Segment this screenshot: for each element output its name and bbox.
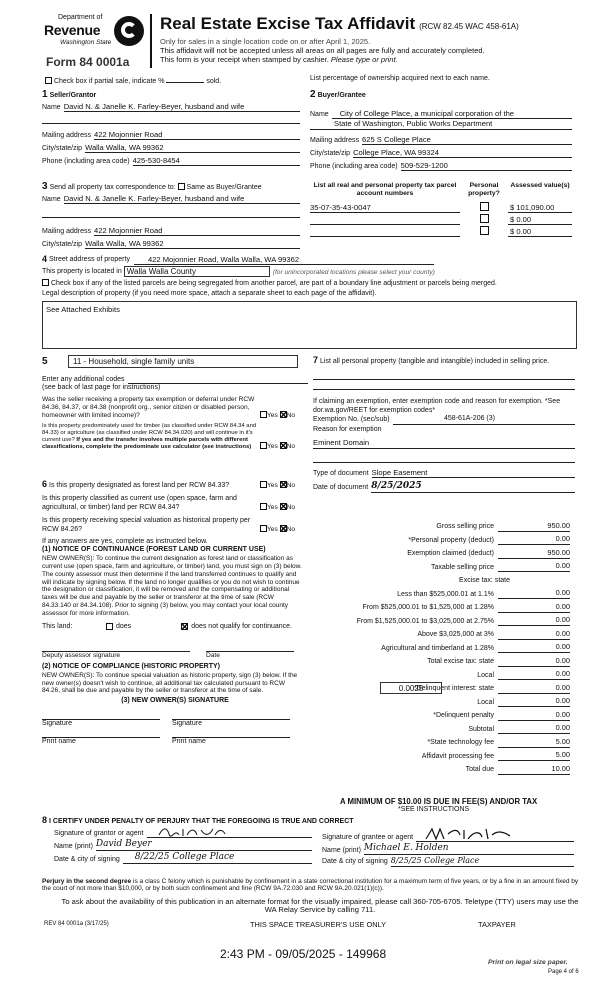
summary-value[interactable]: 10.00 bbox=[498, 765, 570, 775]
same-as-buyer-label: Same as Buyer/Grantee bbox=[186, 184, 262, 191]
corr-city-field[interactable]: Walla Walla, WA 99362 bbox=[85, 239, 300, 249]
local-rate-field[interactable]: 0.0025 bbox=[380, 682, 442, 694]
summary-label: Taxable selling price bbox=[430, 563, 494, 571]
grantor-date-field[interactable]: 8/22/25 College Place bbox=[123, 852, 312, 864]
notice-continuance-body: NEW OWNER(S): To continue the current designation as forest land or classification as current use (open space, farm and agriculture, or timber) land, you must sign on (3) below. The county assessor must then determine if the land transferred continues to qualify and will indicate by signing below. If the land no longer qualifies or you do not wish to continue the designation or classification, it will be removed and the compensating or additional taxes will be due and payable by the seller or transferor at the time of sale (RCW 84.33.140 or 84.34.108). Prior to signing (3) below, you may contact your local county assessor for more information. bbox=[42, 554, 302, 618]
summary-label: From $1,525,000.01 to $3,025,000 at 2.75% bbox=[356, 617, 494, 625]
summary-label: *Delinquent penalty bbox=[433, 712, 494, 720]
form-title: Real Estate Excise Tax Affidavit bbox=[160, 14, 416, 33]
signature-label: Signature bbox=[172, 719, 202, 727]
grantor-sig-label: Signature of grantor or agent bbox=[54, 830, 144, 837]
buyer-name-line-2[interactable]: State of Washington, Public Works Department bbox=[310, 119, 572, 130]
summary-value[interactable]: 0.00 bbox=[498, 684, 570, 694]
buyer-phone-field[interactable]: 509-529-1200 bbox=[401, 161, 572, 171]
seller-name-field[interactable]: David N. & Janelle K. Farley-Beyer, husband and wife bbox=[64, 102, 300, 112]
exemption-question: Was the seller receiving a property tax exemption or deferral under RCW 84.36, 84.37, or 84.38 (nonprofit org., senior citizen or disabled person, homeowner with limited income)? bbox=[42, 395, 255, 419]
same-as-buyer-checkbox[interactable] bbox=[178, 183, 185, 190]
does-label: does bbox=[116, 623, 132, 631]
seller-name-line-2[interactable] bbox=[42, 112, 300, 124]
seller-section bbox=[42, 89, 300, 166]
summary-label: Total due bbox=[465, 766, 494, 774]
personal-property-checkbox[interactable] bbox=[480, 226, 489, 235]
no-label: No bbox=[286, 411, 296, 419]
summary-row bbox=[278, 761, 574, 775]
corr-label: Send all property tax correspondence to: bbox=[49, 184, 176, 191]
parcel-number-field[interactable]: 35-07-35-43-0047 bbox=[310, 203, 460, 213]
new-owner-signature-heading: (3) NEW OWNER(S) SIGNATURE bbox=[121, 697, 229, 705]
summary-value[interactable]: 0.00 bbox=[498, 670, 570, 680]
dept-label: Department of bbox=[58, 14, 103, 21]
q6b-no-checkbox[interactable] bbox=[280, 503, 287, 510]
this-land-label: This land: bbox=[42, 623, 73, 631]
correspondence-section bbox=[42, 181, 300, 249]
yes-label: Yes bbox=[267, 482, 278, 490]
summary-row bbox=[278, 734, 574, 748]
no-label: No bbox=[286, 482, 296, 490]
timber-question-note: If yes and the transfer involves multiple parcels with different classifications, complete the predominate use calculator (see instructions) bbox=[42, 436, 252, 450]
buyer-name-field[interactable]: City of College Place, a municipal corporation of the bbox=[332, 109, 572, 119]
property-section bbox=[42, 254, 572, 349]
personal-header: Personal property? bbox=[468, 182, 500, 198]
current-use-question: Is this property classified as current use (open space, farm and agricultural, or timber) land per RCW 84.34? bbox=[42, 495, 237, 511]
header-note-3b: Please type or print. bbox=[330, 55, 398, 65]
segregated-checkbox[interactable] bbox=[42, 279, 49, 286]
exemption-note: If claiming an exemption, enter exemption code and reason for exemption. *See dor.wa.gov/REET for exemption codes* bbox=[313, 398, 561, 414]
summary-value[interactable]: 0.00 bbox=[498, 711, 570, 721]
perjury-body: is a class C felony which is punishable by confinement in a state correctional institution for a maximum term of five years, or by a fine in an amount fixed by the court of not more than $10,000, or by both such confinement and fine (RCW 9A.72.030 and RCW 9A.20.021(1)(c)). bbox=[42, 878, 579, 893]
perjury-heading: Perjury in the second degree bbox=[42, 878, 132, 885]
section-6 bbox=[42, 479, 308, 746]
doctype-field[interactable]: Slope Easement bbox=[372, 468, 575, 478]
summary-label: From $525,000.01 to $1,525,000 at 1.28% bbox=[362, 604, 494, 612]
parcel-row bbox=[310, 225, 572, 237]
county-select[interactable]: Walla Walla County bbox=[124, 266, 270, 277]
grantee-sig-label: Signature of grantee or agent bbox=[322, 834, 414, 841]
certify-statement: I CERTIFY UNDER PENALTY OF PERJURY THAT THE FOREGOING IS TRUE AND CORRECT bbox=[49, 818, 354, 825]
treasurer-label: THIS SPACE TREASURER'S USE ONLY bbox=[250, 920, 387, 929]
corr-city-label: City/state/zip bbox=[42, 240, 83, 248]
section-number: 2 bbox=[310, 89, 316, 100]
taxpayer-label: TAXPAYER bbox=[478, 920, 516, 929]
logo-emblem-icon bbox=[114, 16, 144, 46]
no-label: No bbox=[286, 504, 296, 512]
tax-summary bbox=[278, 518, 574, 775]
yes-label: Yes bbox=[267, 526, 278, 534]
docdate-field[interactable]: 8/25/2025 bbox=[371, 481, 575, 493]
seller-heading: Seller/Grantor bbox=[49, 92, 97, 99]
print-name-label: Print name bbox=[172, 737, 206, 745]
grantee-signature-field[interactable] bbox=[416, 830, 574, 842]
summary-value[interactable]: 0.00 bbox=[498, 589, 570, 599]
grantor-signature-field[interactable] bbox=[147, 826, 312, 838]
summary-value[interactable]: 0.00 bbox=[498, 724, 570, 734]
exemption-no-label: Exemption No. (sec/sub) bbox=[313, 416, 390, 424]
summary-row bbox=[278, 545, 574, 559]
buyer-section bbox=[310, 89, 572, 171]
reason-label: Reason for exemption bbox=[313, 425, 382, 433]
header-note-2: This affidavit will not be accepted unless all areas on all pages are fully and accurately completed. bbox=[160, 46, 485, 56]
partial-percent-field[interactable] bbox=[166, 75, 204, 83]
summary-label: Local bbox=[477, 698, 494, 706]
parcel-number-field[interactable] bbox=[310, 215, 460, 225]
summary-label: *Personal property (deduct) bbox=[408, 536, 494, 544]
summary-row bbox=[278, 613, 574, 627]
summary-label: Total excise tax: state bbox=[427, 658, 494, 666]
corr-name-line-2[interactable] bbox=[42, 204, 300, 218]
historic-question: Is this property receiving special valuation as historical property per RCW 84.26? bbox=[42, 517, 251, 533]
header-note-1: Only for sales in a single location code on or after April 1, 2025. bbox=[160, 37, 371, 47]
summary-label: Above $3,025,000 at 3% bbox=[417, 631, 494, 639]
grantee-date-label: Date & city of signing bbox=[322, 858, 388, 866]
summary-value[interactable]: 950.00 bbox=[498, 549, 570, 559]
summary-row bbox=[278, 653, 574, 667]
section-number: 7 bbox=[313, 355, 319, 365]
additional-codes-label: Enter any additional codes bbox=[42, 376, 125, 383]
no-label: No bbox=[286, 442, 296, 450]
seller-city-label: City/state/zip bbox=[42, 144, 83, 152]
summary-row bbox=[278, 518, 574, 532]
reason-field-2[interactable] bbox=[313, 449, 575, 463]
corr-name-field[interactable]: David N. & Janelle K. Farley-Beyer, husband and wife bbox=[64, 194, 300, 204]
summary-row bbox=[278, 572, 574, 586]
signature-label: Signature bbox=[42, 719, 72, 727]
summary-label: *State technology fee bbox=[427, 739, 494, 747]
q5b-no-checkbox[interactable] bbox=[280, 442, 287, 449]
parcel-header: List all real and personal property tax parcel account numbers bbox=[313, 182, 457, 198]
section-number: 5 bbox=[42, 356, 48, 367]
perjury-notice bbox=[42, 878, 582, 893]
header-divider bbox=[150, 14, 152, 68]
additional-codes-note: (see back of last page for instructions) bbox=[42, 384, 161, 392]
summary-value[interactable]: 0.00 bbox=[498, 562, 570, 572]
grantor-date-label: Date & city of signing bbox=[54, 855, 120, 863]
see-instructions-note: *SEE INSTRUCTIONS bbox=[398, 806, 470, 813]
summary-label: Subtotal bbox=[468, 725, 494, 733]
summary-row bbox=[278, 707, 574, 721]
partial-sale-checkbox[interactable] bbox=[45, 77, 52, 84]
personal-property-label: List all personal property (tangible and intangible) included in selling price. bbox=[320, 358, 550, 365]
section-number: 8 bbox=[42, 815, 48, 825]
segregated-label: Check box if any of the listed parcels are being segregated from another parcel, are part of a boundary line adjustment or parcels being merged. bbox=[50, 279, 497, 287]
personal-property-checkbox[interactable] bbox=[480, 202, 489, 211]
buyer-phone-label: Phone (including area code) bbox=[310, 163, 398, 171]
date-label: Date bbox=[206, 651, 220, 659]
summary-row bbox=[278, 559, 574, 573]
seller-phone-field[interactable]: 425-530-8454 bbox=[133, 156, 300, 166]
buyer-name-label: Name bbox=[310, 110, 329, 118]
corr-mail-label: Mailing address bbox=[42, 227, 92, 235]
summary-label: Gross selling price bbox=[436, 523, 494, 531]
parcel-row bbox=[310, 213, 572, 225]
grantee-date-field[interactable]: 8/25/25 College Place bbox=[391, 856, 574, 867]
no-label: No bbox=[286, 526, 296, 534]
parcel-number-field[interactable] bbox=[310, 227, 460, 237]
summary-row bbox=[278, 532, 574, 546]
summary-value[interactable]: 950.00 bbox=[498, 522, 570, 532]
summary-label: Excise tax: state bbox=[459, 577, 510, 585]
personal-property-field-2[interactable] bbox=[313, 380, 575, 390]
print-name-label: Print name bbox=[42, 737, 76, 745]
personal-property-field[interactable] bbox=[313, 368, 575, 380]
summary-row bbox=[278, 586, 574, 600]
summary-row bbox=[278, 748, 574, 762]
does-qualify-checkbox[interactable] bbox=[106, 623, 113, 630]
does-not-qualify-checkbox[interactable] bbox=[181, 623, 188, 630]
summary-row bbox=[278, 599, 574, 613]
section-number: 3 bbox=[42, 181, 48, 192]
summary-label: Less than $525,000.01 at 1.1% bbox=[397, 590, 494, 598]
assessed-value-field[interactable]: $ 101,090.00 bbox=[508, 203, 572, 213]
docdate-label: Date of document bbox=[313, 484, 369, 492]
buyer-mail-label: Mailing address bbox=[310, 136, 360, 144]
corr-name-label: Name bbox=[42, 195, 61, 203]
notice-continuance-heading: (1) NOTICE OF CONTINUANCE (FOREST LAND OR CURRENT USE) bbox=[42, 546, 266, 554]
legal-description-field[interactable]: See Attached Exhibits bbox=[42, 301, 577, 349]
minimum-due-note: A MINIMUM OF $10.00 IS DUE IN FEE(S) AND/OR TAX bbox=[340, 797, 538, 806]
summary-row bbox=[278, 667, 574, 681]
yes-label: Yes bbox=[267, 411, 278, 419]
reason-field[interactable]: Eminent Domain bbox=[313, 438, 575, 449]
summary-row bbox=[278, 626, 574, 640]
section-5 bbox=[42, 355, 308, 451]
grantor-print-field[interactable]: David Beyer bbox=[96, 839, 312, 851]
parcels-table bbox=[310, 182, 572, 237]
personal-property-checkbox[interactable] bbox=[480, 214, 489, 223]
summary-row bbox=[278, 640, 574, 654]
buyer-city-label: City/state/zip bbox=[310, 149, 351, 157]
seller-mail-field[interactable]: 422 Mojonnier Road bbox=[94, 130, 300, 140]
recording-stamp: 2:43 PM - 09/05/2025 - 149968 bbox=[220, 947, 387, 961]
summary-value[interactable]: 0.00 bbox=[498, 657, 570, 667]
legal-label: Legal description of property (if you need more space, attach a separate sheet to each page of the affidavit). bbox=[42, 290, 377, 298]
summary-row bbox=[278, 721, 574, 735]
exemption-no-field[interactable]: 458-61A-206 (3) bbox=[393, 415, 575, 424]
yes-label: Yes bbox=[267, 504, 278, 512]
county-note: (for unincorporated locations please select your county) bbox=[272, 268, 435, 276]
doctype-label: Type of document bbox=[313, 469, 369, 477]
legal-paper-note: Print on legal size paper. bbox=[488, 959, 568, 966]
section-8 bbox=[42, 815, 576, 867]
yes-label: Yes bbox=[267, 442, 278, 450]
form-number: Form 84 0001a bbox=[46, 55, 130, 69]
page-number: Page 4 of 6 bbox=[548, 969, 579, 975]
grantor-signature-image bbox=[157, 826, 227, 838]
located-label: This property is located in bbox=[42, 268, 122, 276]
summary-value[interactable]: 0.00 bbox=[498, 603, 570, 613]
section-number: 1 bbox=[42, 89, 48, 100]
title-block bbox=[160, 14, 580, 64]
notice-compliance-heading: (2) NOTICE OF COMPLIANCE (HISTORIC PROPERTY) bbox=[42, 663, 220, 671]
parcel-row bbox=[310, 201, 572, 213]
deputy-label: Deputy assessor signature bbox=[42, 651, 121, 659]
state-label: Washington State bbox=[60, 39, 112, 46]
buyer-mail-field[interactable]: 625 S College Place bbox=[362, 135, 572, 145]
grantee-print-field[interactable]: Michael E. Holden bbox=[364, 843, 574, 855]
q5b-yes-checkbox[interactable] bbox=[260, 442, 267, 449]
grantor-print-label: Name (print) bbox=[54, 842, 93, 850]
summary-value[interactable]: 0.00 bbox=[498, 697, 570, 707]
seller-name-label: Name bbox=[42, 103, 61, 111]
section-number: 6 bbox=[42, 479, 48, 489]
q6a-yes-checkbox[interactable] bbox=[260, 481, 267, 488]
summary-label: Agricultural and timberland at 1.28% bbox=[381, 644, 494, 652]
seller-city-field[interactable]: Walla Walla, WA 99362 bbox=[85, 143, 300, 153]
ownership-note: List percentage of ownership acquired next to each name. bbox=[310, 75, 490, 82]
summary-label: *Delinquent interest: state bbox=[413, 685, 494, 693]
seller-mail-label: Mailing address bbox=[42, 131, 92, 139]
buyer-city-field[interactable]: College Place, WA 99324 bbox=[353, 148, 572, 158]
q6b-yes-checkbox[interactable] bbox=[260, 503, 267, 510]
timber-question: Is this property predominately used for timber (as classified under RCW 84.34 and 84.33) or agriculture (as classified under RCW 84.34.020) and will continue in it's current use? bbox=[42, 422, 257, 443]
section-number: 4 bbox=[42, 254, 48, 264]
section-7 bbox=[313, 355, 575, 493]
q5a-yes-checkbox[interactable] bbox=[260, 411, 267, 418]
q6a-no-checkbox[interactable] bbox=[280, 481, 287, 488]
assessed-value-field[interactable]: $ 0.00 bbox=[508, 215, 572, 225]
if-any-note: If any answers are yes, complete as instructed below. bbox=[42, 537, 208, 545]
summary-row bbox=[278, 694, 574, 708]
buyer-heading: Buyer/Grantee bbox=[317, 92, 366, 99]
header-note-3: This form is your receipt when stamped by cashier. bbox=[160, 55, 331, 65]
forest-question: Is this property designated as forest land per RCW 84.33? bbox=[49, 482, 230, 489]
accessibility-note: To ask about the availability of this publication in an alternate format for the visually impaired, please call 360-705-6705. Teletype (TTY) users may use the WA Relay Service by calling 711. bbox=[61, 897, 579, 915]
grantee-signature-image bbox=[424, 827, 514, 841]
does-not-label: does not qualify for continuance. bbox=[191, 623, 292, 631]
summary-value[interactable]: 0.00 bbox=[498, 535, 570, 545]
partial-sale-label: Check box if partial sale, indicate % bbox=[53, 78, 165, 85]
summary-value[interactable]: 0.00 bbox=[498, 643, 570, 653]
revenue-wordmark: Revenue bbox=[44, 22, 101, 38]
street-label: Street address of property bbox=[49, 256, 130, 264]
summary-value[interactable]: 5.00 bbox=[498, 738, 570, 748]
form-rcw: (RCW 82.45 WAC 458-61A) bbox=[419, 22, 519, 31]
summary-value[interactable]: 5.00 bbox=[498, 751, 570, 761]
notice-compliance-body: NEW OWNER(S): To continue special valuation as historic property, sign (3) below. If the new owner(s) doesn't wish to continue, all additional tax calculated pursuant to RCW 84.26, shall be due and payable by the seller or transferor at the time of sale. bbox=[42, 671, 298, 695]
summary-value[interactable]: 0.00 bbox=[498, 616, 570, 626]
q6c-yes-checkbox[interactable] bbox=[260, 525, 267, 532]
summary-label: Affidavit processing fee bbox=[421, 752, 494, 760]
summary-label: Local bbox=[477, 671, 494, 679]
seller-phone-label: Phone (including area code) bbox=[42, 158, 130, 166]
additional-codes-field[interactable] bbox=[128, 376, 309, 384]
q5a-no-checkbox[interactable] bbox=[280, 411, 287, 418]
corr-mail-field[interactable]: 422 Mojonnier Road bbox=[94, 226, 300, 236]
assessed-value-field[interactable]: $ 0.00 bbox=[508, 227, 572, 237]
summary-label: Exemption claimed (deduct) bbox=[407, 550, 494, 558]
assessed-header: Assessed value(s) bbox=[510, 182, 570, 189]
summary-value[interactable]: 0.00 bbox=[498, 630, 570, 640]
grantee-print-label: Name (print) bbox=[322, 846, 361, 854]
land-use-code-select[interactable]: 11 - Household, single family units bbox=[68, 355, 298, 368]
street-field[interactable]: 422 Mojonnier Road, Walla Walla, WA 99362 bbox=[134, 255, 434, 265]
revision-label: REV 84 0001a (3/17/25) bbox=[44, 921, 109, 927]
partial-sold-label: sold. bbox=[206, 78, 222, 85]
